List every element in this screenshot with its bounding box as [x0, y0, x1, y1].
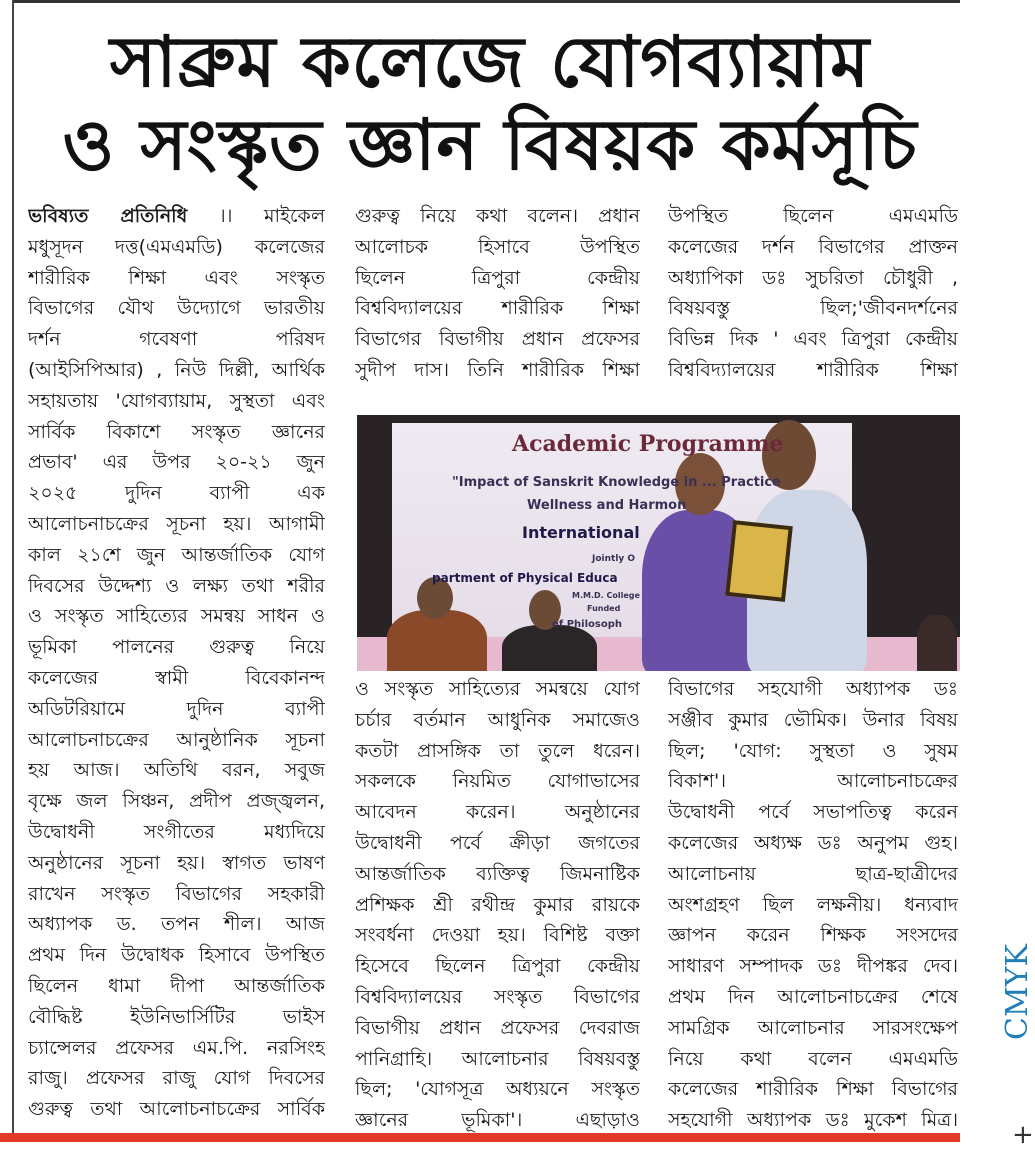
top-rule — [12, 0, 960, 3]
byline: ভবিষ্যত প্রতিনিধি — [28, 205, 188, 227]
text-line: প্রথম দিন আলোচনাচক্রের শেষে — [668, 985, 958, 1008]
column-2-bottom — [355, 674, 640, 1136]
text-line: জ্ঞাপন করেন শিক্ষক সংসদের — [668, 924, 958, 947]
banner-line: partment of Physical Educa — [432, 571, 618, 585]
text-line: অংশগ্রহণ ছিল লক্ষনীয়। ধন্যবাদ — [668, 893, 958, 916]
text-line: কলেজের শারীরিক শিক্ষা বিভাগের — [668, 1078, 958, 1101]
cmyk-print-mark: CMYK — [1000, 944, 1035, 1040]
text-line: সাধারণ সম্পাদক ডঃ দীপঙ্কর দেব। — [668, 955, 958, 978]
text-line: সহায়তায় 'যোগব্যায়াম, সুস্থতা এবং — [28, 389, 325, 412]
registration-mark-icon: + — [1012, 1120, 1034, 1150]
banner-line: M.M.D. College — [572, 591, 640, 600]
text-line: গুরুত্ব নিয়ে কথা বলেন। প্রধান — [355, 205, 640, 227]
text-line: আলোচনায় ছাত্র-ছাত্রীদের — [668, 862, 958, 885]
text-line: আলোচক হিসাবে উপস্থিত — [355, 235, 640, 258]
seated-guest-3 — [917, 615, 957, 671]
column-2-top — [355, 201, 640, 386]
text-line: পানিগ্রাহি। আলোচনার বিষয়বস্তু — [355, 1047, 640, 1070]
text-line: দর্শন গবেষণা পরিষদ — [28, 328, 325, 351]
banner-line: International — [522, 523, 640, 542]
text-line: (আইসিপিআর) , নিউ দিল্লী, আর্থিক — [28, 358, 325, 381]
banner-line: "Impact of Sanskrit Knowledge in ... Practice — [452, 475, 781, 490]
lead-line — [28, 201, 325, 232]
text-line: অধ্যাপক ড. তপন শীল। আজ — [28, 913, 325, 936]
text-line: সামগ্রিক আলোচনার সারসংক্ষেপ — [668, 1016, 958, 1039]
lead-text: ।। মাইকেল — [218, 205, 325, 227]
text-line: উদ্বোধনী সংগীতের মধ্যদিয়ে — [28, 820, 325, 843]
text-line: ও সংস্কৃত সাহিত্যের সমন্বয়ে যোগ — [355, 678, 640, 700]
text-line: প্রশিক্ষক শ্রী রথীন্দ্র কুমার রায়কে — [355, 893, 640, 916]
text-line: চর্চার বর্তমান আধুনিক সমাজেও — [355, 708, 640, 731]
text-line: হিসেবে ছিলেন ত্রিপুরা কেন্দ্রীয় — [355, 955, 640, 978]
banner-heading: Academic Programme — [512, 431, 784, 457]
text-line: আলোচনাচক্রের সূচনা হয়। আগামী — [28, 512, 325, 535]
column-3-bottom — [668, 674, 958, 1136]
banner-line: of Philosoph — [552, 619, 622, 630]
banner-line: Jointly O — [592, 554, 636, 564]
text-line: গুরুত্ব তথা আলোচনাচক্রের সার্বিক — [28, 1098, 325, 1121]
text-line: কাল ২১শে জুন আন্তর্জাতিক যোগ — [28, 543, 325, 566]
text-line: আবেদন করেন। অনুষ্ঠানের — [355, 801, 640, 824]
text-line: বিকাশ'। আলোচনাচক্রের — [668, 770, 958, 793]
bottom-red-rule — [0, 1133, 960, 1142]
event-photo — [357, 415, 960, 671]
text-line: ছিল; 'যোগ: সুস্থতা ও সুষম — [668, 739, 958, 762]
text-line: সহযোগী অধ্যাপক ডঃ মুকেশ মিত্র। — [668, 1109, 958, 1132]
text-line: ছিল; 'যোগসূত্র অধ্যয়নে সংস্কৃত — [355, 1078, 640, 1101]
text-line: কলেজের স্বামী বিবেকানন্দ — [28, 666, 325, 689]
text-line: শারীরিক শিক্ষা এবং সংস্কৃত — [28, 266, 325, 289]
text-line: অডিটরিয়ামে দুদিন ব্যাপী — [28, 697, 325, 720]
text-line: বিভাগীয় প্রধান প্রফেসর দেবরাজ — [355, 1016, 640, 1039]
text-line: বিভিন্ন দিক ' এবং ত্রিপুরা কেন্দ্রীয় — [668, 328, 958, 351]
text-line: সুদীপ দাস। তিনি শারীরিক শিক্ষা — [355, 358, 640, 381]
text-line: ও সংস্কৃত সাহিত্যের সমন্বয় সাধন ও — [28, 605, 325, 628]
banner-line: Wellness and Harmon — [527, 498, 687, 513]
text-line: ছিলেন ধামা দীপা আন্তর্জাতিক — [28, 974, 325, 997]
banner-text-layer — [392, 423, 852, 668]
text-line: ছিলেন ত্রিপুরা কেন্দ্রীয় — [355, 266, 640, 289]
column-3-top — [668, 201, 958, 386]
column-1-body — [28, 232, 325, 1125]
text-line: কলেজের দর্শন বিভাগের প্রাক্তন — [668, 235, 958, 258]
text-line: জ্ঞানের ভূমিকা'। এছাড়াও — [355, 1109, 640, 1132]
text-line: বিভাগের সহযোগী অধ্যাপক ডঃ — [668, 678, 958, 700]
text-line: দিবসের উদ্দেশ্য ও লক্ষ্য তথা শরীর — [28, 574, 325, 597]
text-line: বিশ্ববিদ্যালয়ের সংস্কৃত বিভাগের — [355, 985, 640, 1008]
text-line: চ্যান্সেলর প্রফেসর এম.পি. নরসিংহ — [28, 1036, 325, 1059]
text-line: বিভাগের বিভাগীয় প্রধান প্রফেসর — [355, 328, 640, 351]
text-line: অনুষ্ঠানের সূচনা হয়। স্বাগত ভাষণ — [28, 851, 325, 874]
text-line: সঞ্জীব কুমার ভৌমিক। উনার বিষয় — [668, 708, 958, 731]
text-line: রাখেন সংস্কৃত বিভাগের সহকারী — [28, 882, 325, 905]
text-line: রাজু। প্রফেসর রাজু যোগ দিবসের — [28, 1067, 325, 1090]
text-line: মধুসূদন দত্ত(এমএমডি) কলেজের — [28, 235, 325, 258]
text-line: ভূমিকা পালনের গুরুত্ব নিয়ে — [28, 636, 325, 659]
column-1 — [28, 201, 325, 1125]
text-line: সংবর্ধনা দেওয়া হয়। বিশিষ্ট বক্তা — [355, 924, 640, 947]
text-line: আন্তর্জাতিক ব্যক্তিত্ব জিমনাষ্টিক — [355, 862, 640, 885]
text-line: আলোচনাচক্রের আনুষ্ঠানিক সূচনা — [28, 728, 325, 751]
text-line: বৌদ্ধিষ্ট ইউনিভার্সিটির ভাইস — [28, 1005, 325, 1028]
text-line: বিভাগের যৌথ উদ্যোগে ভারতীয় — [28, 297, 325, 320]
text-line: কলেজের অধ্যক্ষ ডঃ অনুপম গুহ। — [668, 831, 958, 854]
text-line: বিষয়বস্তু ছিল;'জীবনদর্শনের — [668, 297, 958, 320]
text-line: অধ্যাপিকা ডঃ সুচরিতা চৌধুরী , — [668, 266, 958, 289]
text-line: প্রথম দিন উদ্বোধক হিসাবে উপস্থিত — [28, 944, 325, 967]
text-line: উপস্থিত ছিলেন এমএমডি — [668, 205, 958, 227]
text-line: বৃক্ষে জল সিঞ্চন, প্রদীপ প্রজ্জ্বলন, — [28, 790, 325, 813]
left-rule — [12, 0, 14, 1140]
text-line: উদ্বোধনী পর্বে ক্রীড়া জগতের — [355, 831, 640, 854]
banner-line: Funded — [587, 604, 621, 613]
text-line: নিয়ে কথা বলেন এমএমডি — [668, 1047, 958, 1070]
text-line: ২০২৫ দুদিন ব্যাপী এক — [28, 482, 325, 505]
text-line: বিশ্ববিদ্যালয়ের শারীরিক শিক্ষা — [355, 297, 640, 320]
text-line: প্রভাব' এর উপর ২০-২১ জুন — [28, 451, 325, 474]
text-line: সার্বিক বিকাশে সংস্কৃত জ্ঞানের — [28, 420, 325, 443]
text-line: বিশ্ববিদ্যালয়ের শারীরিক শিক্ষা — [668, 358, 958, 381]
text-line: হয় আজ। অতিথি বরন, সবুজ — [28, 759, 325, 782]
text-line: উদ্বোধনী পর্বে সভাপতিত্ব করেন — [668, 801, 958, 824]
text-line: কতটা প্রাসঙ্গিক তা তুলে ধরেন। — [355, 739, 640, 762]
headline-line-1: সাব্রুম কলেজে যোগব্যায়াম — [109, 21, 871, 103]
text-line: সকলকে নিয়মিত যোগাভাসের — [355, 770, 640, 793]
headline-line-2: ও সংস্কৃত জ্ঞান বিষয়ক কর্মসূচি — [62, 104, 918, 186]
